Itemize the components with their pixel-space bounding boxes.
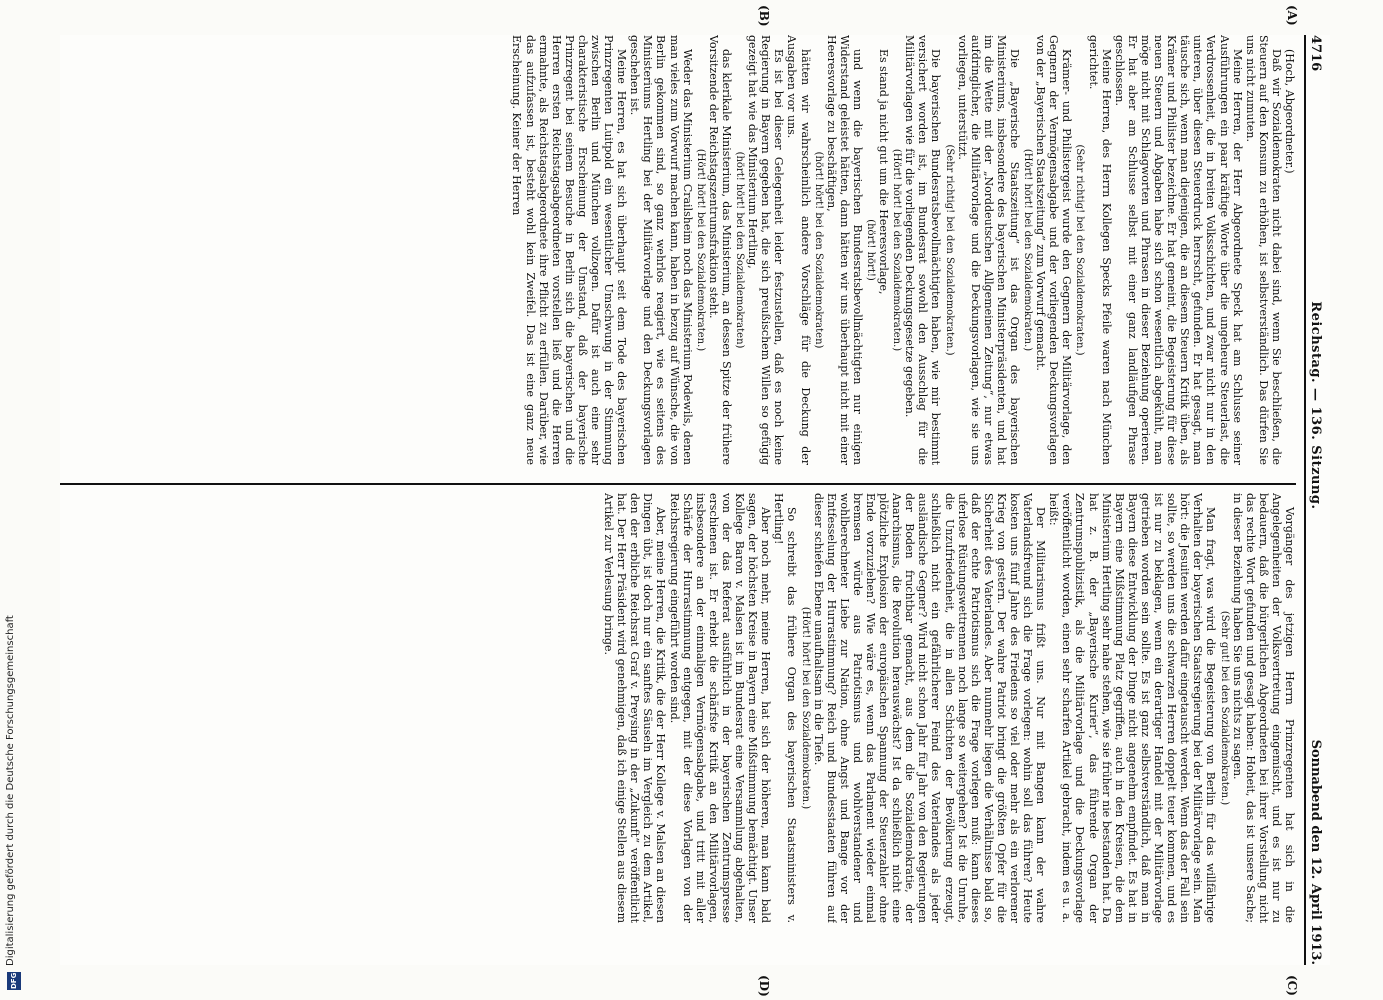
interjection: (hört! hört!) <box>865 219 876 281</box>
paragraph: und wenn die bayerischen Bundesratsbevollmächtigten nur einigen Widerstand geleistet hätten, dann hätten wir uns überhaupt nicht mit einer Heeresvorlage zu beschäftigen, <box>824 35 864 465</box>
paragraph: Es ist bei dieser Gelegenheit leider festzustellen, daß es noch keine Regierung in Bayern gegeben hat, die sich preußischem Willen so gefügig gezeigt hat wie das Ministerium Hertling, <box>746 35 786 465</box>
column-divider <box>60 483 1296 485</box>
paragraph: Es stand ja nicht gut um die Heeresvorlage, <box>877 49 891 295</box>
interjection: (Hört! hört! bei den Sozialdemokraten.) <box>694 148 706 352</box>
interjection: (Sehr gut! bei den Sozialdemokraten.) <box>1218 610 1230 806</box>
paragraph: (Hoch, Abgeordneter.) <box>1283 49 1296 174</box>
margin-marker-b: (B) <box>757 5 771 27</box>
paragraph: Meine Herren, des Herrn Kollegen Specks Pfeile waren nach München gerichtet. <box>1086 35 1113 465</box>
session-date: Sonnabend den 12. April 1913. <box>1308 739 1324 965</box>
paragraph: Die „Bayerische Staatszeitung“ ist das Organ des bayerischen Ministeriums, insbesondere des bayerischen Ministerpräsidenten, und hat im die Wette mit der „Norddeutschen Allgemeinen Zeitung“, nur etwas aufdringlicher, die Militärvorlage und die Deckungsvorlagen, wie sie uns vorliegen, unterstützt. <box>955 35 1022 465</box>
paragraph: Aber noch mehr, meine Herren, hat sich der höheren, man kann bald sagen, der höchsten Kreise in Bayern eine Mißstimmung bemächtigt. Unser Kollege Baron v. Malsen ist im Bundesrat eine Versammlung abgehalten, von der das Referat ausführlich in der bayerischen Zentrumspresse erschienen ist. Er erhebt die schärfste Kritik an den Militärvorlagen, insbesondere an der einmaligen Vermögensabgabe, und tritt mit aller Schärfe der Hurrastimmung entgegen, mit der diese Vorlagen von der Reichsregierung eingeführt worden sind. <box>667 493 773 923</box>
interjection: (Hört! hört! bei den Sozialdemokraten.) <box>1022 148 1034 352</box>
paragraph: das klerikale Ministerium, das Ministerium, an dessen Spitze der frühere Vorsitzende der Reichstagszentrumsfraktion steht. <box>706 35 733 465</box>
interjection: (Sehr richtig! bei den Sozialdemokraten.) <box>943 144 955 356</box>
paragraph: Die bayerischen Bundesratsbevollmächtigten haben, wie mir bestimmt versichert worden ist, im Bundesrat sowohl den Ausschlag für die Militärvorlagen wie für die vorliegenden Deckungsgesetze gegeben. <box>903 35 943 465</box>
session-title: Reichstag. — 136. Sitzung. <box>1308 301 1324 510</box>
interjection: (hört! hört! bei den Sozialdemokraten) <box>734 151 746 349</box>
paragraph: Vorgänger des jetzigen Herrn Prinzregenten hat sich in die Angelegenheiten der Volksvertretung eingemischt, und es ist nur zu bedauern, daß die bürgerlichen Abgeordneten bei ihrer Vorstellung nicht das rechte Wort gefunden und gesagt haben: Hoheit, das ist unsere Sache; in dieser Beziehung haben Sie uns nichts zu sagen. <box>1230 493 1296 923</box>
right-text-column <box>66 493 1296 923</box>
left-text-column <box>66 35 1296 465</box>
page-number: 4716 <box>1308 35 1324 72</box>
margin-marker-c: (C) <box>1285 975 1299 996</box>
digitization-credit: Digitalisierung gefördert durch die Deutsche Forschungsgemeinschaft <box>5 615 16 966</box>
paragraph: Aber, meine Herren, die Kritik, die der Herr Kollege v. Malsen an diesen Dingen übt, ist doch nur ein sanftes Säuseln im Vergleich zu dem Artikel, den der erbliche Reichsrat Graf v. Preysing in der „Zukunft“ veröffentlicht hat. Der Herr Präsident wird genehmigen, daß ich einige Stellen aus diesem Artikel zur Verlesung bringe. <box>602 493 668 923</box>
paragraph: Meine Herren, der Herr Abgeordnete Speck hat am Schlusse seiner Ausführungen ein paar kräftige Worte über die ungeheure Steuerlast, die Verdrossenheit, die in breiten Volksschichten, und zwar nicht nur in den unteren, über diesen Steuerdruck herrscht, gefunden. Er hat gesagt, man täusche sich, wenn man diejenigen, die an diesem Steuern Kritik üben, als Krämer und Philister bezeichne. Er hat gemeint, die Begeisterung für diese neuen Steuern und Abgaben habe sich schon wesentlich abgekühlt, man möge nicht mit Schlagworten und Phrasen in dieser Beziehung operieren. Er hat aber am Schlusse selbst mit einer ganz landläufigen Phrase geschlossen. <box>1112 35 1244 465</box>
interjection: (hört! hört! bei den Sozialdemokraten) <box>812 151 824 349</box>
paragraph: So schreibt das frühere Organ des bayerischen Staatsministers v. Hertling! <box>772 493 799 923</box>
paragraph: Der Militarismus frißt uns. Nur mit Bangen kann der wahre Vaterlandsfreund sich die Frage vorlegen: wohin soll das führen? Heute kosten uns fünf Jahre des Friedens so viel oder mehr als ein verlorener Krieg von gestern. Der wahre Patriot bringt die größten Opfer für die Sicherheit des Vaterlandes. Aber nunmehr liegen die Verhältnisse bald so, daß der echte Patriotismus sich die Frage vorlegen muß: kann dieses uferlose Rüstungswettrennen noch lange so weitergehen? Ist die Unruhe, die Unzufriedenheit, die in allen Schichten der Bevölkerung erzeugt, schließlich nicht ein gefährlicherer Feind des Vaterlandes als jeder ausländische Gegner? Wird nicht schon Jahr für Jahr von den Regierungen der Boden fruchtbar gemacht, aus dem die Sozialdemokratie, der Anarchismus, die Revolution herauswächst? Ist da schließlich nicht eine plötzliche Explosion der europäischen Spannung der Steuerzahler ohne Ende vorzuziehen? Wie wäre es, wenn das Parlament wieder einmal bremsen würde aus Patriotismus und wohlverstandener und wohlberechneter Liebe zur Nation, ohne Angst und Bange vor der Entfesselung der Hurrastimmung? Reich und Bundesstaaten führen auf dieser schiefen Ebene unaufhaltsam in die Tiefe. <box>811 493 1048 923</box>
interjection: (Sehr richtig! bei den Sozialdemokraten.) <box>1074 144 1086 356</box>
page-header <box>1304 35 1330 965</box>
margin-marker-a: (A) <box>1285 5 1299 26</box>
paragraph: Man fragt, was wird die Begeisterung von Berlin für das willfährige Verhalten der bayerischen Staatsregierung bei der Militärvorlage sein. Man hört: die Jesuiten werden dafür eingetauscht werden. Wenn das der Fall sein sollte, so werden uns die schwarzen Herren doppelt teuer kommen, und es ist nur zu beklagen, wenn ein derartiger Handel mit der Militärvorlage getrieben worden sein sollte. Es ist ganz selbstverständlich, daß man in Bayern diese Entwicklung der Dinge nicht angenehm empfindet. Es hat in Bayern eine Mißstimmung Platz gegriffen, auch in den Kreisen, die dem Ministerium Hertling sehr nahe stehen, wie sie früher nie bestanden hat. Da hat z. B. der „Bayerische Kurier“, das führende Organ der Zentrumspublizistik, als die Militärvorlage und die Deckungsvorlage veröffentlicht worden, einen sehr scharfen Artikel gebracht, indem es u. a. heißt: <box>1047 493 1218 923</box>
paragraph: Meine Herren, es hat sich überhaupt seit dem Tode des bayerischen Prinzregenten Luitpold ein wesentlicher Umschwung in der Stimmung zwischen Berlin und München vollzogen. Dafür ist auch eine sehr charakteristische Erscheinung der Umstand, daß der bayerische Prinzregent bei seinem Besuche in Berlin sich die bayerischen und die Herren ersten Reichstagsabgeordneten vorstellen ließ und die Herren ermahnte, als Reichstagsabgeordnete ihre Pflicht zu erfüllen. Darüber, wie das aufzufassen ist, besteht wohl kein Zweifel. Das ist eine ganz neue Erscheinung. Keiner der Herren <box>510 35 629 465</box>
paragraph: Weder das Ministerium Crailsheim noch das Ministerium Podewils, denen man vieles zum Vorwurf machen kann, haben in bezug auf Wünsche, die von Berlin gekommen sind, so ganz wehrlos reagiert, wie es seitens des Ministeriums Hertling bei der Militärvorlage und den Deckungsvorlagen geschehen ist. <box>628 35 694 465</box>
interjection: (Hört! hört! bei den Sozialdemokraten.) <box>891 148 903 352</box>
paragraph: hätten wir wahrscheinlich andere Vorschläge für die Deckung der Ausgaben vor uns. <box>785 35 812 465</box>
paragraph: Krämer- und Philistergeist wurde den Gegnern der Militärvorlage, den Gegnern der Vermögensabgabe und der vorliegenden Deckungsvorlagen von der „Bayerischen Staatszeitung“ zum Vorwurf gemacht. <box>1034 35 1074 465</box>
paragraph: Daß wir Sozialdemokraten nicht dabei sind, wenn Sie beschließen, die Steuern auf den Konsum zu erhöhen, ist selbstverständlich. Das dürfen Sie uns nicht zumuten. <box>1243 35 1283 465</box>
margin-marker-d: (D) <box>757 975 771 997</box>
document-page <box>60 5 1330 997</box>
dfg-logo: DFG <box>7 972 21 990</box>
digitization-sidebar <box>4 376 18 996</box>
interjection: (Hört! hört! bei den Sozialdemokraten.) <box>799 606 811 810</box>
